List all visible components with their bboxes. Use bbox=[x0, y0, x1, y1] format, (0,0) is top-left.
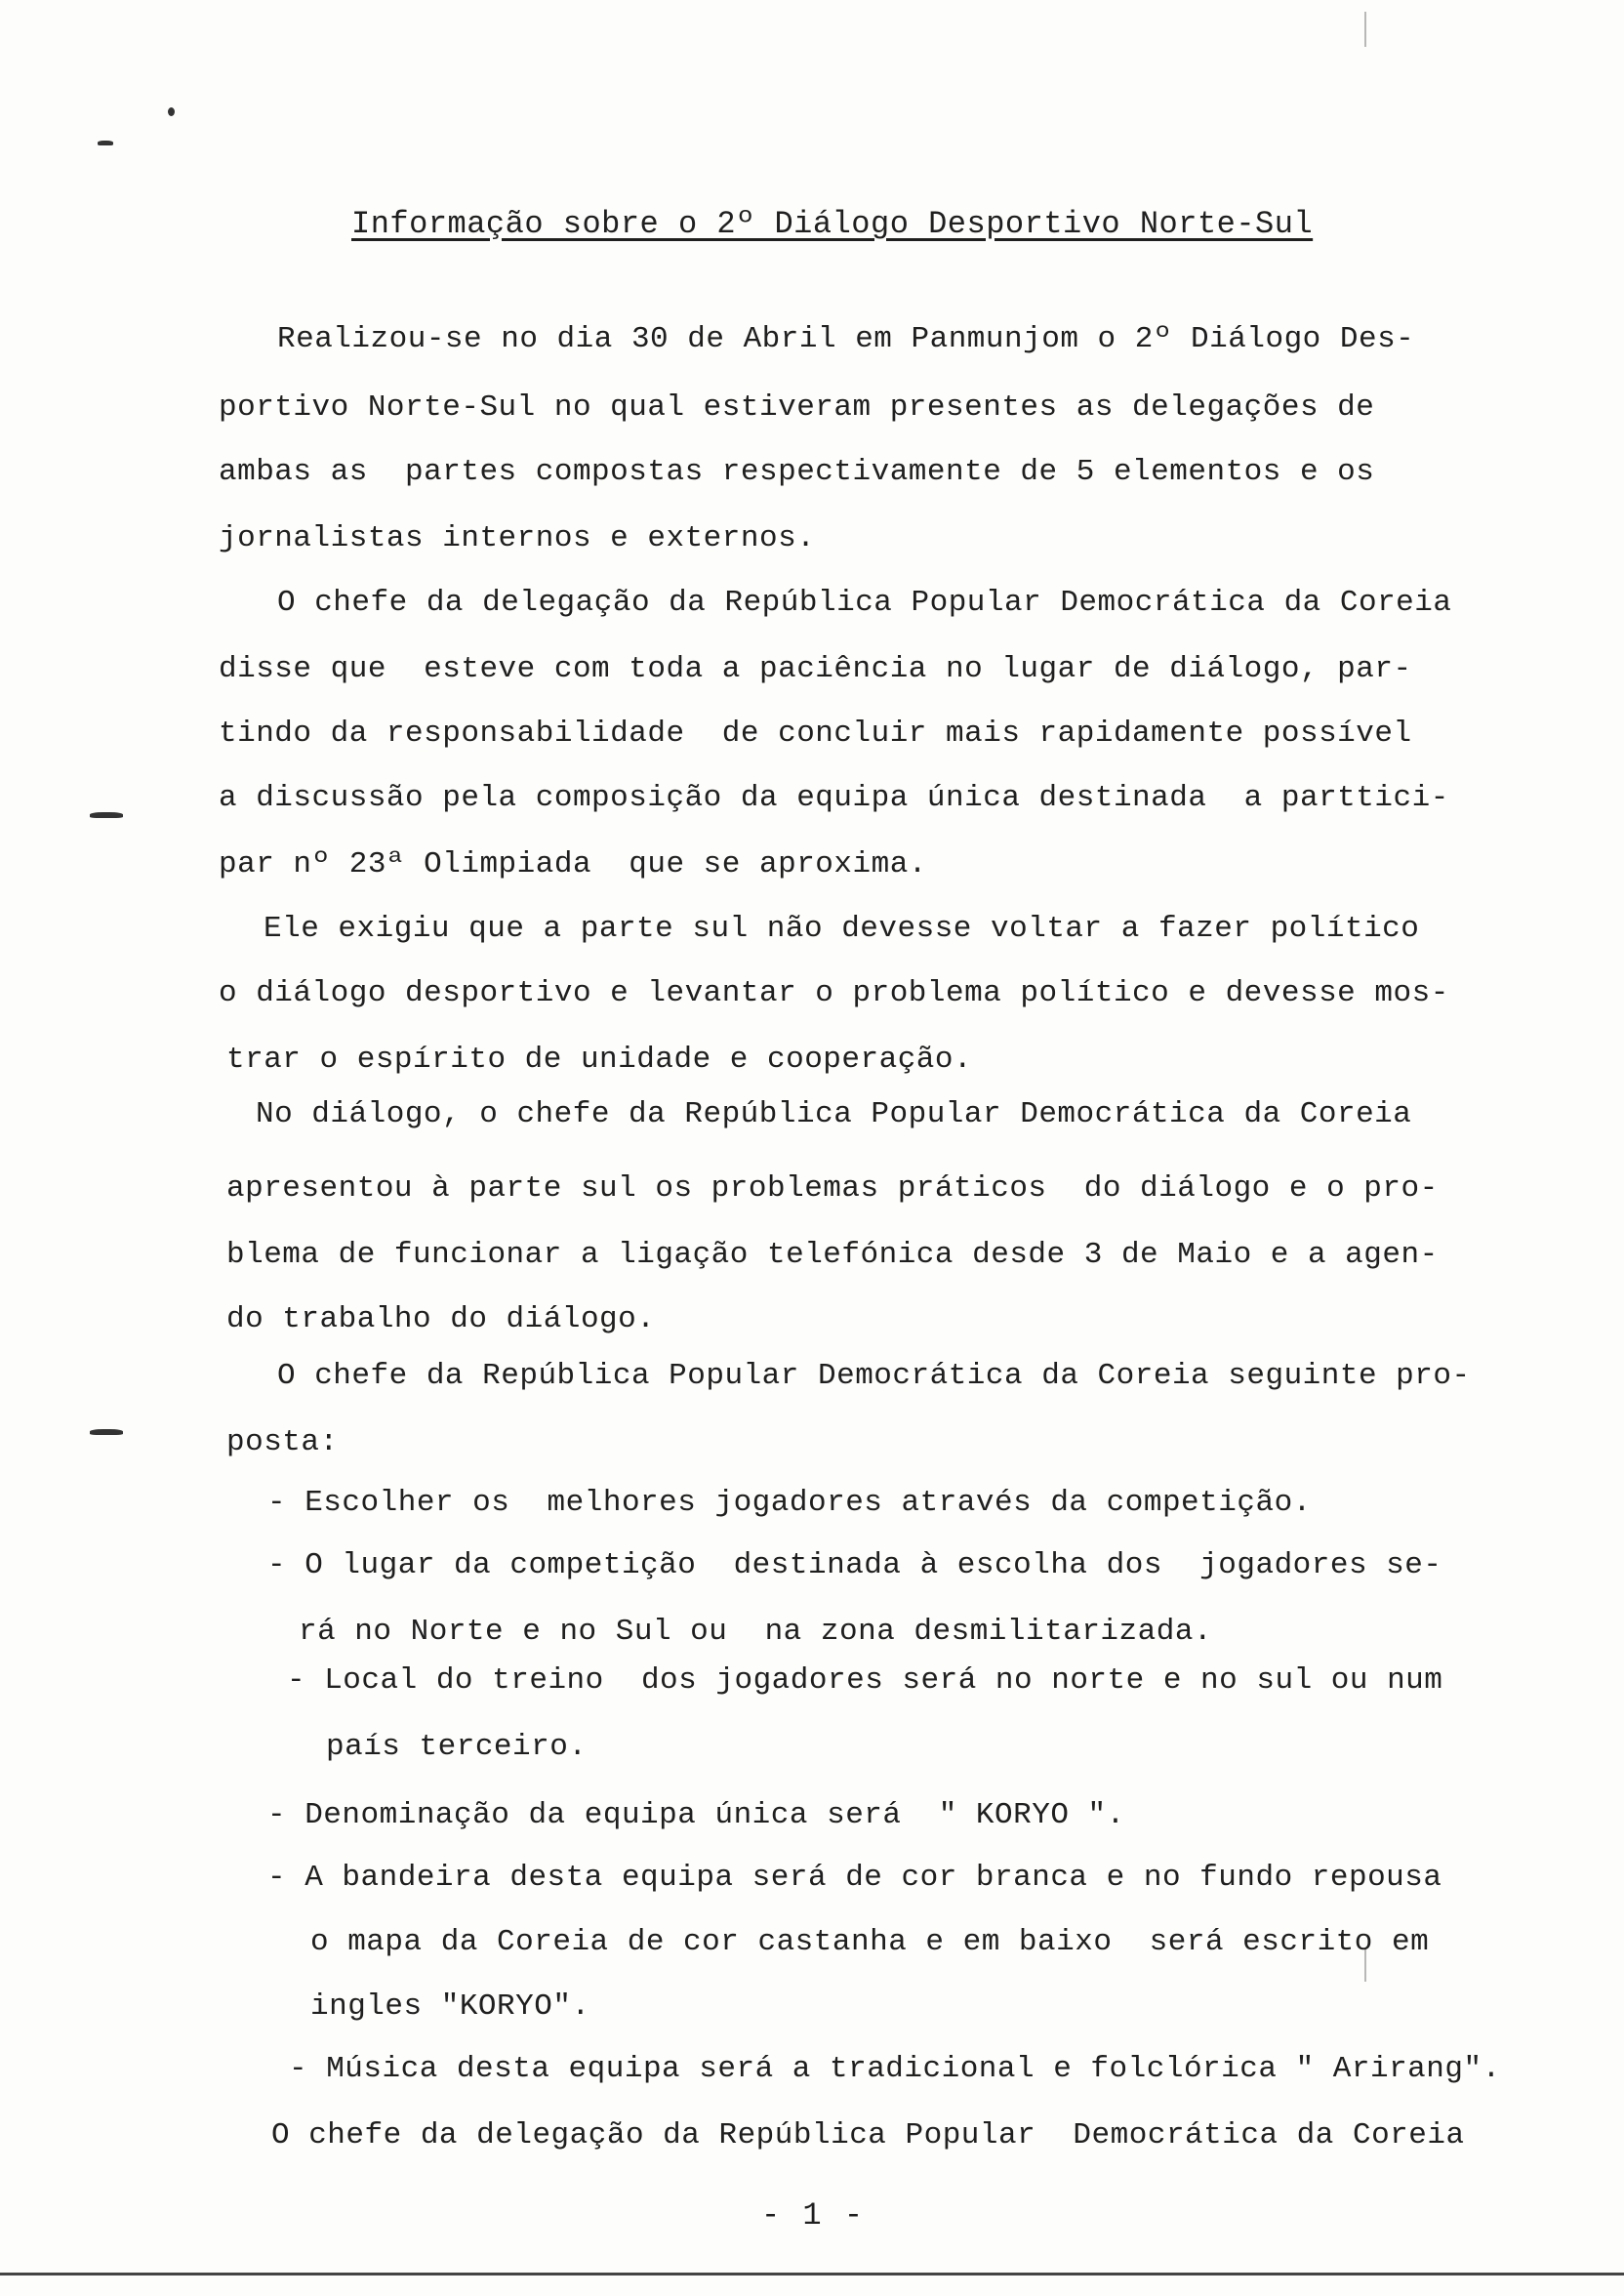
paragraph-line: o diálogo desportivo e levantar o problema político e devesse mos- bbox=[219, 976, 1449, 1010]
list-item: - Denominação da equipa única será " KORYO ". bbox=[267, 1798, 1125, 1832]
paragraph-line: portivo Norte-Sul no qual estiveram presentes as delegações de bbox=[219, 390, 1375, 425]
paragraph-line: tindo da responsabilidade de concluir mais rapidamente possível bbox=[219, 717, 1412, 751]
margin-dash-mark bbox=[98, 141, 113, 145]
list-item-continuation: o mapa da Coreia de cor castanha e em baixo será escrito em bbox=[310, 1925, 1430, 1959]
paragraph-line: Realizou-se no dia 30 de Abril em Panmunjom o 2º Diálogo Des- bbox=[277, 322, 1415, 356]
list-item: - Música desta equipa será a tradicional e folclórica " Arirang". bbox=[289, 2052, 1501, 2086]
margin-dash-mark bbox=[90, 1429, 123, 1435]
paragraph-line: par nº 23ª Olimpiada que se aproxima. bbox=[219, 847, 927, 882]
document-title: Informação sobre o 2º Diálogo Desportivo Norte-Sul bbox=[351, 206, 1314, 242]
paragraph-line: do trabalho do diálogo. bbox=[226, 1302, 656, 1336]
paragraph-line: O chefe da delegação da República Popular Democrática da Coreia bbox=[271, 2118, 1465, 2152]
paragraph-line: No diálogo, o chefe da República Popular Democrática da Coreia bbox=[256, 1097, 1412, 1131]
page-number: - 1 - bbox=[761, 2197, 866, 2234]
ink-dot-mark bbox=[168, 107, 175, 116]
paragraph-line: trar o espírito de unidade e cooperação. bbox=[226, 1043, 973, 1077]
paragraph-line: blema de funcionar a ligação telefónica desde 3 de Maio e a agen- bbox=[226, 1238, 1439, 1272]
paragraph-line: Ele exigiu que a parte sul não devesse voltar a fazer político bbox=[264, 912, 1420, 946]
list-item-continuation: país terceiro. bbox=[326, 1730, 588, 1764]
list-item: - O lugar da competição destinada à escolha dos jogadores se- bbox=[267, 1548, 1442, 1582]
paragraph-line: a discussão pela composição da equipa única destinada a parttici- bbox=[219, 781, 1449, 815]
list-item-continuation: rá no Norte e no Sul ou na zona desmilitarizada. bbox=[299, 1615, 1213, 1649]
list-item: - Escolher os melhores jogadores através da competição. bbox=[267, 1486, 1312, 1520]
list-item: - Local do treino dos jogadores será no norte e no sul ou num bbox=[287, 1663, 1443, 1698]
paragraph-line: O chefe da delegação da República Popular Democrática da Coreia bbox=[277, 586, 1452, 620]
list-item-continuation: ingles "KORYO". bbox=[310, 1989, 590, 2024]
paragraph-line: O chefe da República Popular Democrática da Coreia seguinte pro- bbox=[277, 1359, 1471, 1393]
scan-speck bbox=[1364, 12, 1366, 47]
paragraph-line: posta: bbox=[226, 1425, 339, 1459]
paragraph-line: disse que esteve com toda a paciência no lugar de diálogo, par- bbox=[219, 652, 1412, 686]
margin-dash-mark bbox=[90, 812, 123, 818]
paragraph-line: jornalistas internos e externos. bbox=[219, 521, 816, 555]
list-item: - A bandeira desta equipa será de cor branca e no fundo repousa bbox=[267, 1861, 1442, 1895]
paragraph-line: ambas as partes compostas respectivamente de 5 elementos e os bbox=[219, 455, 1375, 489]
paragraph-line: apresentou à parte sul os problemas práticos do diálogo e o pro- bbox=[226, 1171, 1439, 1206]
bottom-rule bbox=[0, 2273, 1624, 2276]
